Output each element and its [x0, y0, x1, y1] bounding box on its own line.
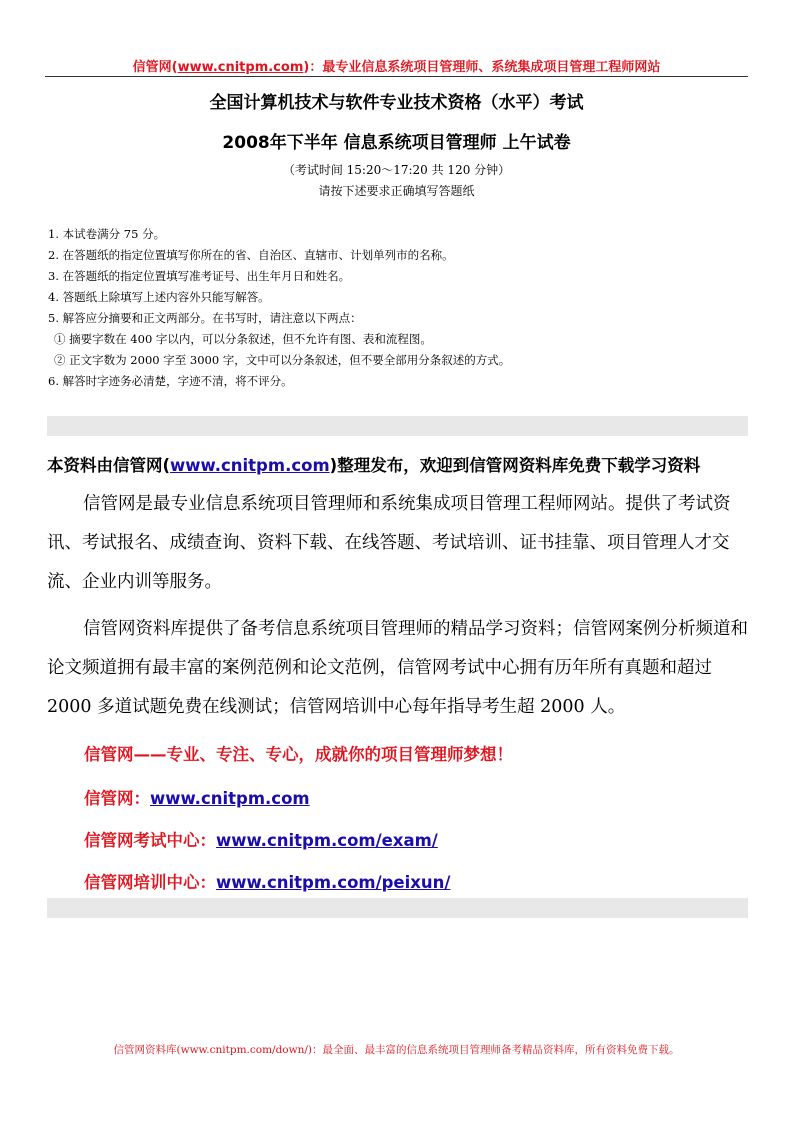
- header-divider: [45, 76, 748, 77]
- rule-item: 2. 在答题纸的指定位置填写你所在的省、自治区、直辖市、计划单列市的名称。: [48, 248, 454, 262]
- link-label: 信管网：: [84, 789, 150, 808]
- instruction: 请按下述要求正确填写答题纸: [318, 184, 475, 198]
- rule-item: 6. 解答时字迹务必清楚，字迹不清，将不评分。: [48, 374, 293, 388]
- rule-item: 4. 答题纸上除填写上述内容外只能写解答。: [48, 290, 270, 304]
- intro-text-end: )整理发布，欢迎到信管网资料库免费下载学习资料: [329, 456, 701, 475]
- exam-link[interactable]: www.cnitpm.com/exam/: [216, 831, 438, 850]
- link-row: [84, 869, 450, 893]
- header-link[interactable]: www.cnitpm.com: [177, 60, 304, 75]
- header-site: 信管网(: [132, 60, 178, 75]
- slogan: 信管网——专业、专注、专心，成就你的项目管理师梦想！: [84, 745, 513, 764]
- paragraph: 信管网资料库提供了备考信息系统项目管理师的精品学习资料；信管网案例分析频道和论文频道拥有最丰富的案例范例和论文范例，信管网考试中心拥有历年所有真题和超过 2000 多道试题免费在线测试；信管网培训中心每年指导考生超 2000 人。: [47, 619, 748, 717]
- link-row: [84, 785, 310, 809]
- link-label: 信管网考试中心：: [84, 831, 216, 850]
- exam-subtitle: 2008年下半年 信息系统项目管理师 上午试卷: [222, 133, 571, 153]
- rule-subitem: ② 正文字数为 2000 字至 3000 字，文中可以分条叙述，但不要全部用分条叙述的方式。: [54, 353, 511, 367]
- training-link[interactable]: www.cnitpm.com/peixun/: [216, 873, 451, 892]
- link-label: 信管网培训中心：: [84, 873, 216, 892]
- intro-text: 本资料由信管网(: [47, 456, 171, 475]
- exam-title: 全国计算机技术与软件专业技术资格（水平）考试: [209, 93, 584, 113]
- separator-bar: [47, 416, 748, 436]
- rule-subitem: ① 摘要字数在 400 字以内，可以分条叙述，但不允许有图、表和流程图。: [54, 332, 432, 346]
- intro-link[interactable]: www.cnitpm.com: [170, 456, 330, 475]
- rules-list: [48, 224, 510, 392]
- separator-bar: [47, 898, 748, 918]
- intro-line: [47, 452, 700, 476]
- exam-time: （考试时间 15:20～17:20 共 120 分钟）: [282, 163, 511, 177]
- rule-item: 5. 解答应分摘要和正文两部分。在书写时，请注意以下两点：: [48, 311, 362, 325]
- paragraph: 信管网是最专业信息系统项目管理师和系统集成项目管理工程师网站。提供了考试资讯、考试报名、成绩查询、资料下载、在线答题、考试培训、证书挂靠、项目管理人才交流、企业内训等服务。: [47, 494, 731, 592]
- site-link[interactable]: www.cnitpm.com: [150, 789, 310, 808]
- rule-item: 3. 在答题纸的指定位置填写准考证号、出生年月日和姓名。: [48, 269, 351, 283]
- page-footer: 信管网资料库(www.cnitpm.com/down/)：最全面、最丰富的信息系统项目管理师备考精品资料库，所有资料免费下载。: [113, 1044, 680, 1056]
- link-row: [84, 827, 438, 851]
- rule-item: 1. 本试卷满分 75 分。: [48, 227, 166, 241]
- header-tagline: )：最专业信息系统项目管理师、系统集成项目管理工程师网站: [303, 60, 661, 75]
- page-header: [45, 56, 748, 75]
